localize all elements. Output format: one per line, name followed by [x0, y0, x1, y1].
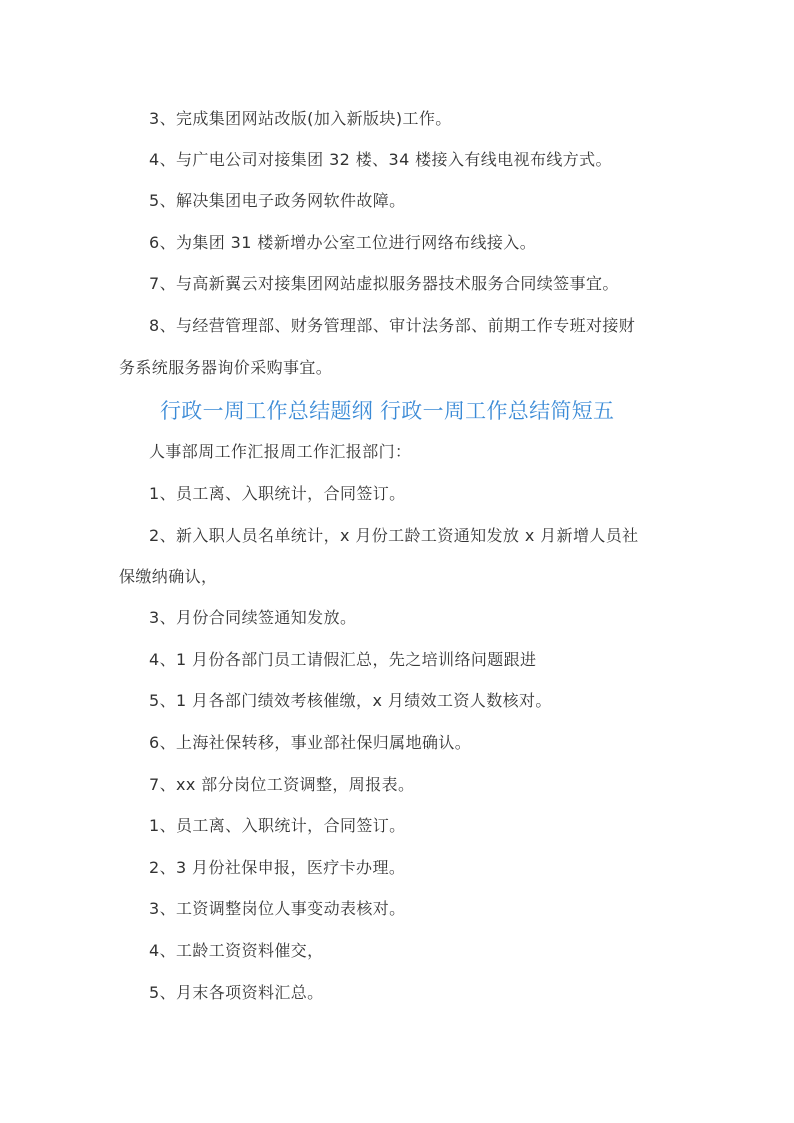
paragraph-line: 7、xx 部分岗位工资调整，周报表。 — [149, 775, 415, 794]
paragraph-line-continuation: 务系统服务器询价采购事宜。 — [119, 358, 333, 377]
paragraph-line: 2、3 月份社保申报，医疗卡办理。 — [149, 858, 406, 877]
paragraph-line: 5、解决集团电子政务网软件故障。 — [149, 191, 406, 210]
paragraph-line: 1、员工离、入职统计，合同签订。 — [149, 816, 406, 835]
paragraph-line: 8、与经营管理部、财务管理部、审计法务部、前期工作专班对接财 — [149, 316, 636, 335]
paragraph-line: 4、工龄工资资料催交， — [149, 941, 324, 960]
paragraph-line: 7、与高新翼云对接集团网站虚拟服务器技术服务合同续签事宜。 — [149, 274, 619, 293]
paragraph-line: 4、1 月份各部门员工请假汇总，先之培训络问题跟进 — [149, 650, 537, 669]
paragraph-line: 2、新入职人员名单统计，x 月份工龄工资通知发放 x 月新增人员社 — [149, 526, 639, 545]
paragraph-line: 3、完成集团网站改版(加入新版块)工作。 — [149, 109, 452, 128]
paragraph-line: 4、与广电公司对接集团 32 楼、34 楼接入有线电视布线方式。 — [149, 150, 612, 169]
paragraph-line: 6、上海社保转移，事业部社保归属地确认。 — [149, 733, 472, 752]
paragraph-intro: 人事部周工作汇报周工作汇报部门： — [149, 442, 412, 461]
paragraph-line: 3、月份合同续签通知发放。 — [149, 608, 357, 627]
paragraph-line: 3、工资调整岗位人事变动表核对。 — [149, 899, 406, 918]
paragraph-line: 5、月末各项资料汇总。 — [149, 983, 324, 1002]
paragraph-line: 5、1 月各部门绩效考核催缴，x 月绩效工资人数核对。 — [149, 691, 552, 710]
paragraph-line: 1、员工离、入职统计，合同签订。 — [149, 484, 406, 503]
paragraph-line-continuation: 保缴纳确认， — [119, 567, 218, 586]
paragraph-line: 6、为集团 31 楼新增办公室工位进行网络布线接入。 — [149, 233, 537, 252]
section-heading: 行政一周工作总结题纲 行政一周工作总结简短五 — [160, 399, 615, 423]
